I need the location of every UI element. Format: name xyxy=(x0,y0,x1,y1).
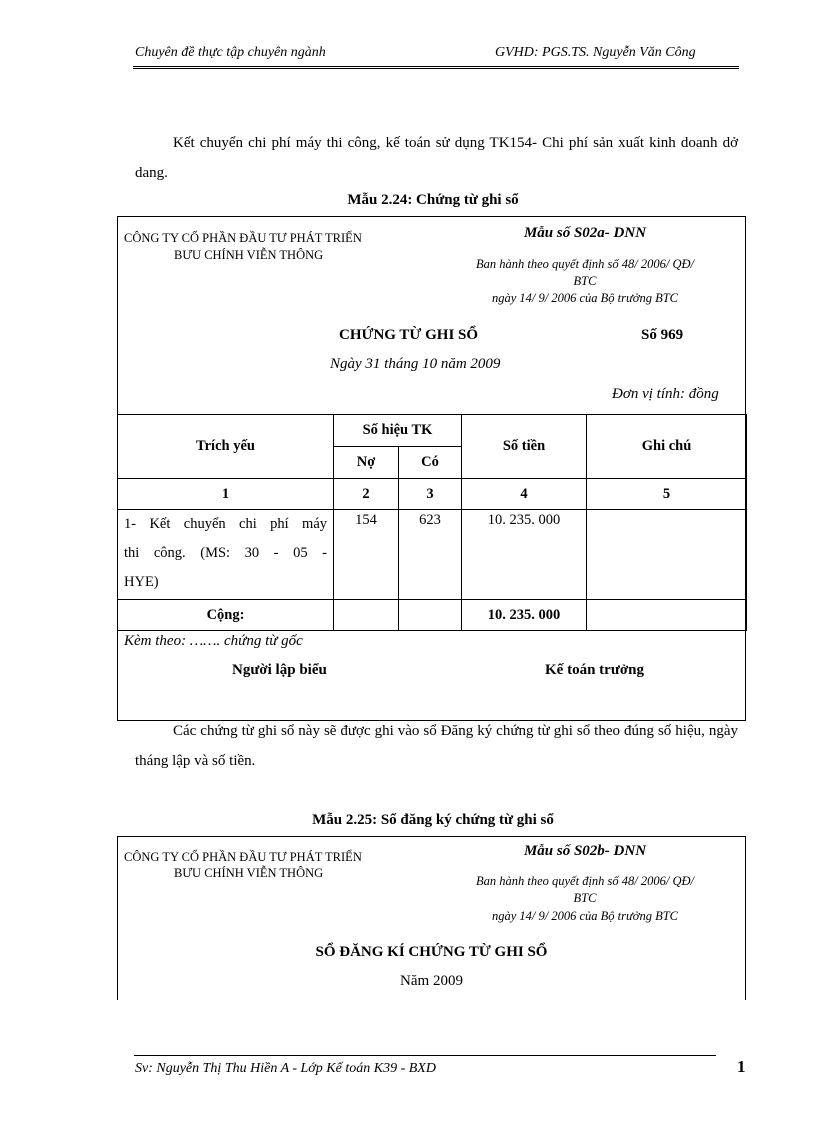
row1-amount: 10. 235. 000 xyxy=(462,510,587,600)
form2-title: SỔ ĐĂNG KÍ CHỨNG TỪ GHI SỔ xyxy=(315,944,548,960)
form1-preparer: Người lập biểu xyxy=(232,662,327,678)
row1-debit: 154 xyxy=(334,510,399,600)
form2-form-number: Mẫu số S02b- DNN xyxy=(523,843,647,859)
col-summary-header: Trích yếu xyxy=(118,415,334,479)
form2-year: Năm 2009 xyxy=(400,973,463,989)
form1-decree-line1: Ban hành theo quyết định số 48/ 2006/ QĐ/ xyxy=(475,257,695,271)
form1-decree-line3: ngày 14/ 9/ 2006 của Bộ trưởng BTC xyxy=(491,291,679,305)
col-account-group-header: Số hiệu TK xyxy=(334,415,462,447)
form1-caption: Mẫu 2.24: Chứng từ ghi sổ xyxy=(347,192,519,208)
form1-company-line2: BƯU CHÍNH VIỄN THÔNG xyxy=(174,248,324,262)
page-number: 1 xyxy=(737,1057,746,1076)
form1-attached-docs: Kèm theo: ……. chứng từ gốc xyxy=(124,633,303,649)
row1-credit: 623 xyxy=(399,510,462,600)
total-credit xyxy=(399,600,462,631)
header-rule-double xyxy=(133,68,739,69)
footer-rule xyxy=(134,1055,716,1056)
total-label: Cộng: xyxy=(118,600,334,631)
footer-student: Sv: Nguyễn Thị Thu Hiền A - Lớp Kế toán K39 - BXD xyxy=(135,1061,436,1076)
form1-company-line1: CÔNG TY CỔ PHẦN ĐẦU TƯ PHÁT TRIỂN xyxy=(124,231,362,245)
form2-company-line2: BƯU CHÍNH VIỄN THÔNG xyxy=(174,866,324,880)
form2-caption: Mẫu 2.25: Sổ đăng ký chứng từ ghi sổ xyxy=(312,812,554,828)
row1-summary-line1: 1- Kết chuyển chi phí máy xyxy=(124,516,327,532)
form1-title: CHỨNG TỪ GHI SỔ xyxy=(339,327,479,343)
total-debit xyxy=(334,600,399,631)
form2-decree-line1: Ban hành theo quyết định số 48/ 2006/ QĐ/ xyxy=(475,874,695,888)
row1-summary-cell xyxy=(118,510,334,600)
col-credit-header: Có xyxy=(399,447,462,479)
row1-summary-line3: HYE) xyxy=(124,574,159,590)
intro-paragraph: Kết chuyển chi phí máy thi công, kế toán sử dụng TK154- Chi phí sản xuất kinh doanh dở dang. xyxy=(135,135,738,181)
form1-chief-accountant: Kế toán trưởng xyxy=(545,662,644,678)
col-note-header: Ghi chú xyxy=(587,415,747,479)
index-cell: 3 xyxy=(399,479,462,510)
total-amount: 10. 235. 000 xyxy=(462,600,587,631)
col-debit-header: Nợ xyxy=(334,447,399,479)
header-rule xyxy=(133,66,739,67)
form1-voucher-number: Số 969 xyxy=(641,327,684,343)
form1-table xyxy=(117,414,747,631)
form1-decree-line2: BTC xyxy=(573,274,597,288)
form1-date: Ngày 31 tháng 10 năm 2009 xyxy=(330,356,501,372)
row1-summary-line2: thi công. (MS: 30 - 05 - xyxy=(124,545,327,561)
mid-paragraph: Các chứng từ ghi sổ này sẽ được ghi vào sổ Đăng ký chứng từ ghi sổ theo đúng số hiệu, ngày tháng lập và số tiền. xyxy=(135,723,738,769)
index-cell: 2 xyxy=(334,479,399,510)
header-left: Chuyên đề thực tập chuyên ngành xyxy=(135,45,326,60)
form1-unit: Đơn vị tính: đồng xyxy=(612,386,719,402)
form1-form-number: Mẫu số S02a- DNN xyxy=(523,225,647,241)
total-note xyxy=(587,600,747,631)
header-right: GVHD: PGS.TS. Nguyễn Văn Công xyxy=(495,45,696,60)
table-row xyxy=(118,510,747,600)
col-amount-header: Số tiền xyxy=(462,415,587,479)
index-cell: 4 xyxy=(462,479,587,510)
row1-note xyxy=(587,510,747,600)
form2-company-line1: CÔNG TY CỔ PHẦN ĐẦU TƯ PHÁT TRIỂN xyxy=(124,850,362,864)
form2-decree-line3: ngày 14/ 9/ 2006 của Bộ trưởng BTC xyxy=(491,909,679,923)
form2-decree-line2: BTC xyxy=(573,891,597,905)
index-cell: 5 xyxy=(587,479,747,510)
index-cell: 1 xyxy=(118,479,334,510)
